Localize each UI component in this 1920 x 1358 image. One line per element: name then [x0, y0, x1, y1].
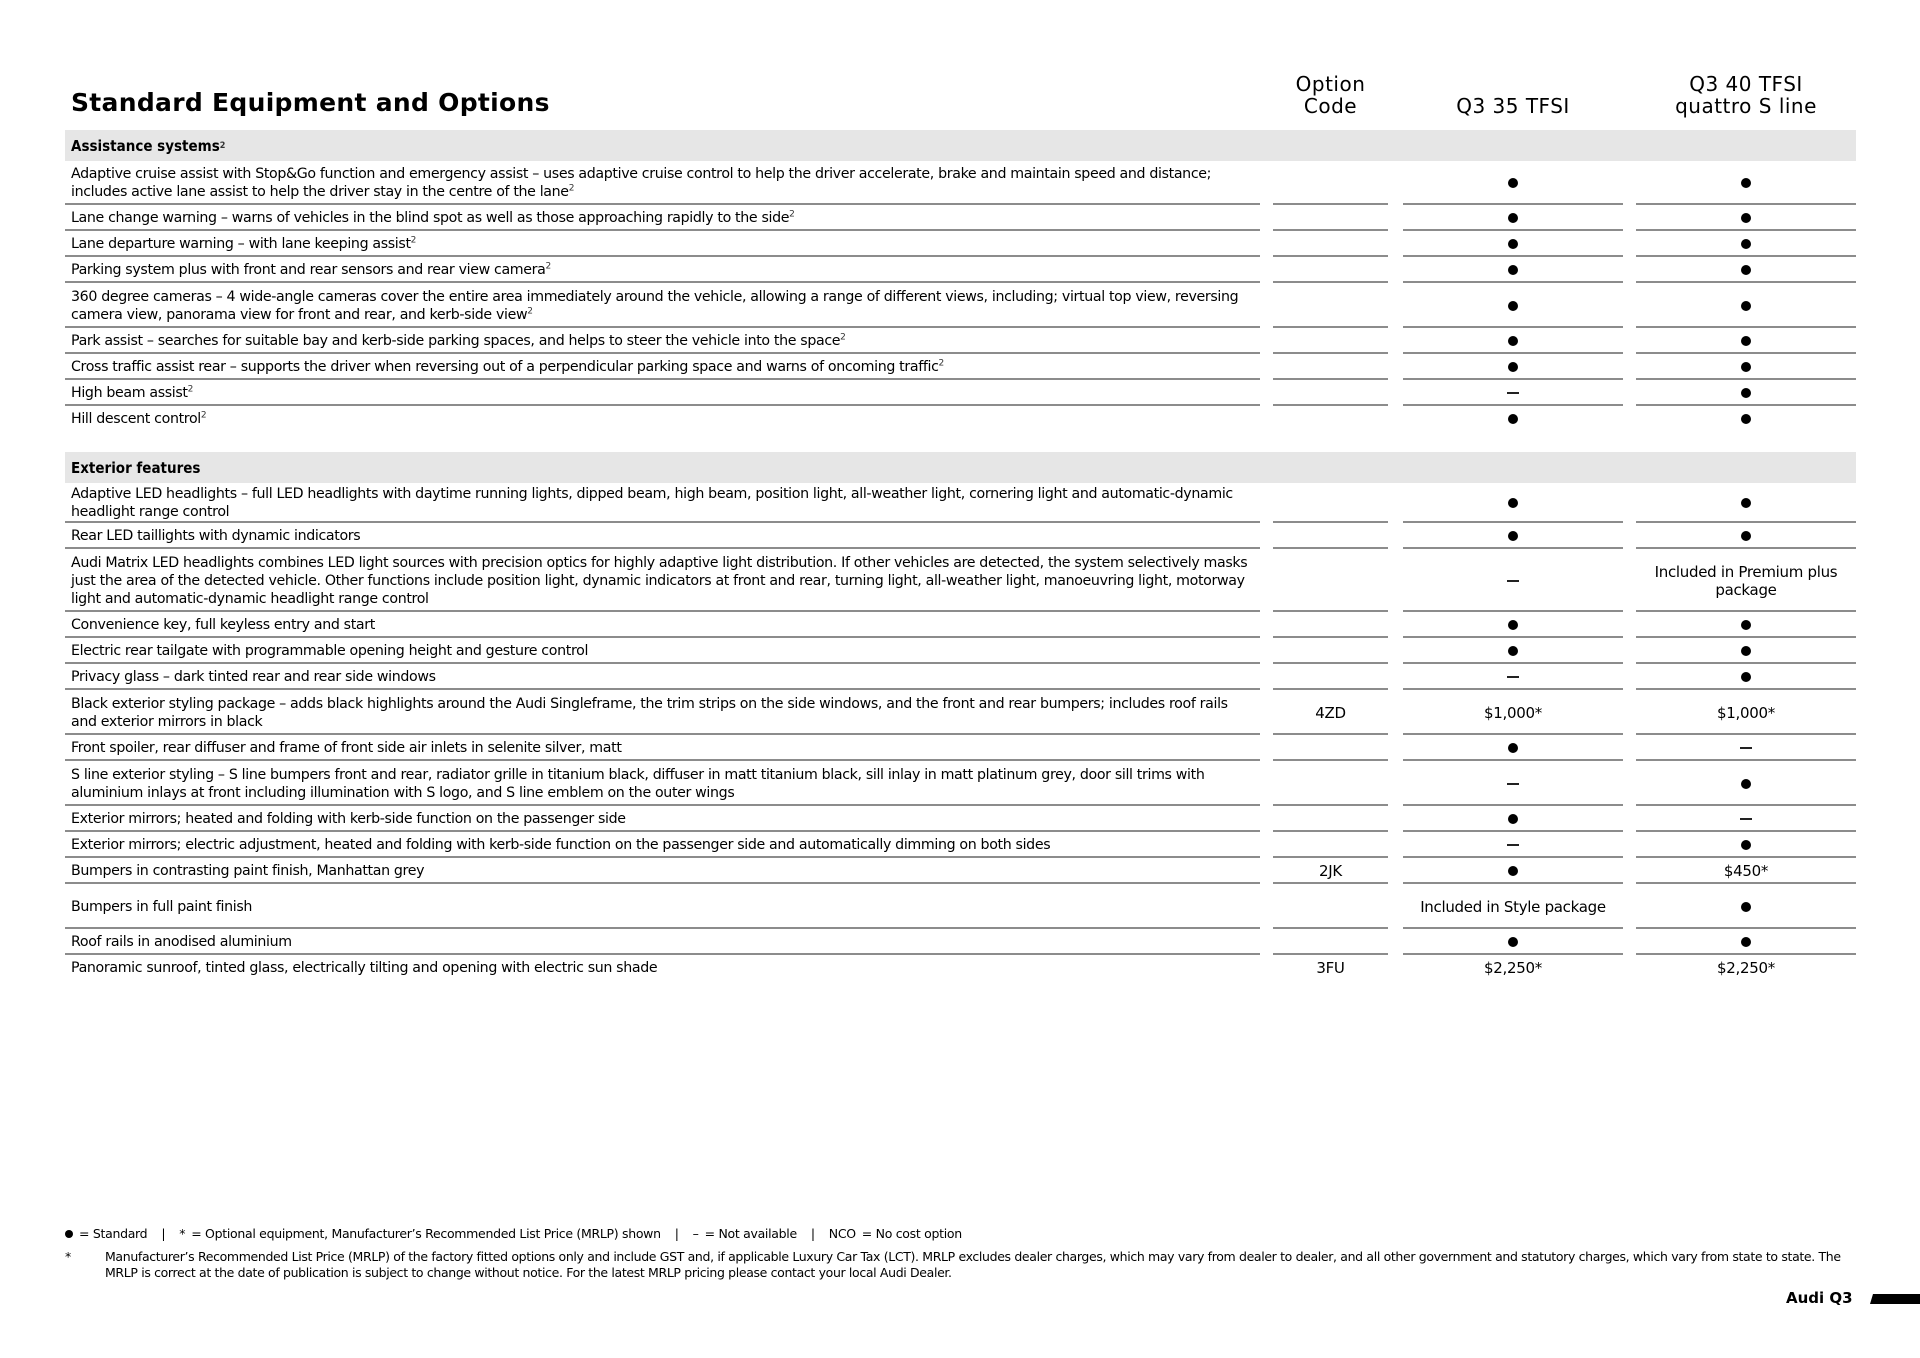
table-row	[65, 283, 1856, 328]
q3-40-tfsi-cell	[1636, 955, 1856, 981]
not-available-dash-icon	[1507, 844, 1519, 846]
feature-description	[65, 664, 1260, 690]
option-code-cell	[1273, 328, 1388, 354]
feature-label: S line exterior styling – S line bumpers front and rear, radiator grille in titanium black, diffuser in matt titanium black, sill inlay in matt platinum grey, door sill trims with aluminium inlays at front including illumination with S logo, and S line emblem on the outer wings	[71, 766, 1205, 801]
feature-label: Front spoiler, rear diffuser and frame of front side air inlets in selenite silver, matt	[71, 740, 622, 756]
section-header	[65, 452, 1856, 483]
standard-dot-icon	[1508, 937, 1518, 947]
table-row	[65, 664, 1856, 690]
feature-description	[65, 205, 1260, 231]
standard-dot-icon	[1508, 301, 1518, 311]
table-row	[65, 328, 1856, 354]
feature-description	[65, 612, 1260, 638]
feature-label: Park assist – searches for suitable bay and kerb-side parking spaces, and helps to steer the vehicle into the space	[71, 333, 841, 349]
standard-dot-icon	[1508, 531, 1518, 541]
feature-label: Convenience key, full keyless entry and start	[71, 617, 375, 633]
feature-description	[65, 735, 1260, 761]
q3-35-tfsi-cell	[1403, 380, 1623, 406]
q3-40-tfsi-cell	[1636, 354, 1856, 380]
feature-text	[71, 554, 1254, 608]
q3-35-tfsi-cell	[1403, 735, 1623, 761]
column-header-line: Option	[1295, 72, 1366, 96]
feature-label: Exterior mirrors; electric adjustment, heated and folding with kerb-side function on the passenger side and automatically dimming on both sides	[71, 837, 1051, 853]
legend-nco: = No cost option	[861, 1226, 962, 1241]
brand-label: Audi Q3	[1786, 1289, 1853, 1307]
feature-text	[71, 836, 1050, 854]
legend-not-available-symbol: –	[692, 1226, 699, 1241]
standard-dot-icon	[1508, 866, 1518, 876]
standard-dot-icon	[1508, 743, 1518, 753]
table-row	[65, 638, 1856, 664]
standard-dot-icon	[1741, 301, 1751, 311]
feature-label: Electric rear tailgate with programmable opening height and gesture control	[71, 643, 589, 659]
table-row	[65, 406, 1856, 432]
footnote-ref: 2	[568, 183, 575, 194]
feature-description	[65, 406, 1260, 432]
feature-label: Hill descent control	[71, 411, 201, 427]
table-row	[65, 161, 1856, 205]
q3-35-tfsi-cell	[1403, 955, 1623, 981]
footnote-ref: 2	[789, 209, 795, 220]
q3-40-tfsi-cell	[1636, 612, 1856, 638]
feature-description	[65, 761, 1260, 806]
standard-dot-icon	[1741, 498, 1751, 508]
q3-40-tfsi-cell	[1636, 328, 1856, 354]
q3-35-tfsi-cell	[1403, 406, 1623, 432]
option-code-cell	[1273, 231, 1388, 257]
column-header-line: quattro S line	[1675, 94, 1817, 118]
q3-40-tfsi-cell	[1636, 664, 1856, 690]
feature-text	[71, 261, 551, 279]
section-title: Exterior features	[71, 458, 201, 477]
brand-bar	[1870, 1294, 1920, 1304]
option-code: 2JK	[1319, 862, 1342, 880]
legend-optional: = Optional equipment, Manufacturer’s Recommended List Price (MRLP) shown	[191, 1226, 661, 1241]
feature-text	[71, 358, 944, 376]
feature-text	[71, 165, 1254, 201]
standard-dot-icon	[1508, 646, 1518, 656]
q3-35-tfsi-cell	[1403, 806, 1623, 832]
feature-text	[71, 332, 846, 350]
footnote-text: Manufacturer’s Recommended List Price (MRLP) of the factory fitted options only and include GST and, if applicable Luxury Car Tax (LCT). MRLP excludes dealer charges, which may vary from dealer to dealer, and all other government and statutory charges, which vary from state to state. The MRLP is correct at the date of publication is subject to change without notice. For the latest MRLP pricing please contact your local Audi Dealer.	[105, 1249, 1841, 1280]
feature-label: High beam assist	[71, 385, 188, 401]
option-code-cell	[1273, 161, 1388, 205]
table-row	[65, 205, 1856, 231]
feature-description	[65, 858, 1260, 884]
table-row	[65, 483, 1856, 523]
table-row	[65, 354, 1856, 380]
q3-40-tfsi-cell	[1636, 929, 1856, 955]
q3-40-tfsi-cell	[1636, 380, 1856, 406]
q3-40-tfsi-cell	[1636, 884, 1856, 929]
standard-dot-icon	[1508, 620, 1518, 630]
feature-description	[65, 257, 1260, 283]
not-available-dash-icon	[1507, 392, 1519, 394]
option-code-cell	[1273, 929, 1388, 955]
standard-dot-icon	[65, 1230, 73, 1238]
legend-optional-symbol: *	[179, 1226, 186, 1241]
option-code-cell	[1273, 483, 1388, 523]
q3-35-tfsi-cell	[1403, 858, 1623, 884]
footnote-symbol: *	[65, 1249, 71, 1264]
table-row	[65, 884, 1856, 929]
q3-40-tfsi-cell	[1636, 406, 1856, 432]
table-row	[65, 257, 1856, 283]
option-code-cell	[1273, 523, 1388, 549]
footnote-ref: 2	[527, 305, 533, 316]
option-code-cell	[1273, 638, 1388, 664]
feature-description	[65, 638, 1260, 664]
feature-label: Bumpers in full paint finish	[71, 898, 252, 915]
standard-dot-icon	[1741, 672, 1751, 682]
feature-description	[65, 832, 1260, 858]
standard-dot-icon	[1741, 902, 1751, 912]
q3-40-tfsi-cell	[1636, 735, 1856, 761]
feature-text	[71, 288, 1254, 324]
q3-35-tfsi-cell	[1403, 257, 1623, 283]
feature-label: Parking system plus with front and rear sensors and rear view camera	[71, 262, 546, 278]
q3-40-tfsi-cell	[1636, 806, 1856, 832]
feature-text	[71, 766, 1254, 802]
feature-description	[65, 328, 1260, 354]
q3-40-tfsi-cell	[1636, 761, 1856, 806]
standard-dot-icon	[1508, 239, 1518, 249]
q3-35-tfsi-cell	[1403, 549, 1623, 612]
q3-35-tfsi-cell	[1403, 638, 1623, 664]
standard-dot-icon	[1741, 239, 1751, 249]
option-value: $2,250*	[1717, 959, 1775, 977]
option-code-cell	[1273, 858, 1388, 884]
feature-text	[71, 739, 622, 757]
table-row	[65, 761, 1856, 806]
q3-35-tfsi-cell	[1403, 328, 1623, 354]
standard-dot-icon	[1741, 779, 1751, 789]
feature-text	[71, 527, 360, 545]
footnote-ref: 2	[938, 358, 944, 369]
q3-35-tfsi-cell	[1403, 231, 1623, 257]
q3-40-tfsi-cell	[1636, 231, 1856, 257]
table-row	[65, 231, 1856, 257]
feature-description	[65, 955, 1260, 981]
table-row	[65, 690, 1856, 735]
option-code-cell	[1273, 664, 1388, 690]
q3-35-tfsi-cell	[1403, 884, 1623, 929]
option-code-cell	[1273, 955, 1388, 981]
feature-label: Exterior mirrors; heated and folding with kerb-side function on the passenger side	[71, 811, 626, 827]
q3-35-tfsi-cell	[1403, 205, 1623, 231]
q3-40-tfsi-cell	[1636, 161, 1856, 205]
feature-label: Audi Matrix LED headlights combines LED light sources with precision optics for highly adaptive light distribution. If other vehicles are detected, the system selectively masks just the area of the detected vehicle. Other functions include position light, dynamic indicators at front and rear, turning light, all-weather light, manoeuvring light, motorway light and automatic-dynamic headlight range control	[71, 554, 1248, 607]
q3-35-tfsi-cell	[1403, 523, 1623, 549]
q3-40-tfsi-cell	[1636, 690, 1856, 735]
option-code-cell	[1273, 354, 1388, 380]
standard-dot-icon	[1508, 178, 1518, 188]
table-row	[65, 929, 1856, 955]
q3-35-tfsi-cell	[1403, 761, 1623, 806]
feature-description	[65, 483, 1260, 523]
not-available-dash-icon	[1507, 580, 1519, 582]
feature-text	[71, 898, 252, 916]
not-available-dash-icon	[1740, 747, 1752, 749]
q3-35-tfsi-cell	[1403, 690, 1623, 735]
standard-dot-icon	[1741, 840, 1751, 850]
legend-separator: |	[674, 1226, 679, 1241]
column-header-q3-40-tfsi	[1636, 73, 1856, 117]
standard-dot-icon	[1508, 814, 1518, 824]
feature-description	[65, 549, 1260, 612]
feature-text	[71, 485, 1254, 521]
q3-40-tfsi-cell	[1636, 638, 1856, 664]
standard-dot-icon	[1741, 937, 1751, 947]
feature-label: Lane change warning – warns of vehicles in the blind spot as well as those approaching rapidly to the side	[71, 210, 790, 226]
option-value: $450*	[1723, 862, 1769, 880]
q3-35-tfsi-cell	[1403, 483, 1623, 523]
legend-nco-symbol: NCO	[828, 1226, 856, 1241]
feature-text	[71, 862, 424, 880]
q3-35-tfsi-cell	[1403, 832, 1623, 858]
legend-not-available: = Not available	[704, 1226, 797, 1241]
feature-label: Black exterior styling package – adds black highlights around the Audi Singleframe, the trim strips on the side windows, and the front and rear bumpers; includes roof rails and exterior mirrors in black	[71, 695, 1228, 730]
standard-dot-icon	[1741, 213, 1751, 223]
option-code-cell	[1273, 884, 1388, 929]
feature-text	[71, 642, 588, 660]
legend-standard: = Standard	[79, 1226, 148, 1241]
q3-35-tfsi-cell	[1403, 354, 1623, 380]
standard-dot-icon	[1508, 414, 1518, 424]
standard-dot-icon	[1741, 362, 1751, 372]
standard-dot-icon	[1508, 498, 1518, 508]
feature-text	[71, 668, 436, 686]
feature-label: Cross traffic assist rear – supports the driver when reversing out of a perpendicular parking space and warns of oncoming traffic	[71, 359, 939, 375]
column-header-line: Code	[1303, 94, 1358, 118]
option-value: $1,000*	[1484, 703, 1542, 722]
section-title: Assistance systems	[71, 136, 220, 155]
footnote	[65, 1249, 1865, 1281]
q3-40-tfsi-cell	[1636, 858, 1856, 884]
feature-description	[65, 283, 1260, 328]
column-header-line: Q3 35 TFSI	[1456, 94, 1570, 118]
feature-text	[71, 616, 375, 634]
feature-text	[71, 235, 416, 253]
standard-dot-icon	[1508, 213, 1518, 223]
feature-text	[71, 810, 626, 828]
option-code-cell	[1273, 205, 1388, 231]
feature-text	[71, 410, 206, 428]
not-available-dash-icon	[1740, 818, 1752, 820]
feature-description	[65, 806, 1260, 832]
feature-description	[65, 884, 1260, 929]
q3-35-tfsi-cell	[1403, 283, 1623, 328]
q3-35-tfsi-cell	[1403, 612, 1623, 638]
not-available-dash-icon	[1507, 783, 1519, 785]
column-header-option-code	[1273, 73, 1388, 117]
option-code-cell	[1273, 406, 1388, 432]
table-row	[65, 858, 1856, 884]
not-available-dash-icon	[1507, 676, 1519, 678]
table-row	[65, 380, 1856, 406]
section-gap	[65, 432, 1856, 452]
equipment-table	[65, 130, 1856, 981]
option-code-cell	[1273, 283, 1388, 328]
standard-dot-icon	[1741, 620, 1751, 630]
feature-description	[65, 161, 1260, 205]
footnote-ref: 2	[200, 410, 207, 421]
feature-label: Adaptive LED headlights – full LED headlights with daytime running lights, dipped beam, high beam, position light, all-weather light, cornering light and automatic-dynamic headlight range control	[71, 486, 1233, 520]
standard-dot-icon	[1741, 414, 1751, 424]
feature-label: Rear LED taillights with dynamic indicators	[71, 528, 361, 544]
q3-40-tfsi-cell	[1636, 483, 1856, 523]
q3-40-tfsi-cell	[1636, 257, 1856, 283]
q3-40-tfsi-cell	[1636, 283, 1856, 328]
table-row	[65, 612, 1856, 638]
feature-description	[65, 929, 1260, 955]
option-value: $1,000*	[1717, 703, 1775, 722]
feature-text	[71, 384, 193, 402]
option-value: Included in Style package	[1420, 897, 1606, 916]
legend-separator: |	[161, 1226, 166, 1241]
table-row	[65, 806, 1856, 832]
feature-label: Bumpers in contrasting paint finish, Manhattan grey	[71, 863, 425, 879]
standard-dot-icon	[1741, 265, 1751, 275]
option-code: 4ZD	[1315, 703, 1346, 722]
standard-dot-icon	[1741, 178, 1751, 188]
q3-40-tfsi-cell	[1636, 205, 1856, 231]
option-code: 3FU	[1316, 959, 1345, 977]
feature-description	[65, 690, 1260, 735]
feature-label: Panoramic sunroof, tinted glass, electrically tilting and opening with electric sun shade	[71, 960, 658, 976]
feature-description	[65, 523, 1260, 549]
option-value: $2,250*	[1484, 959, 1542, 977]
option-code-cell	[1273, 806, 1388, 832]
column-header-q3-35-tfsi	[1403, 95, 1623, 117]
feature-description	[65, 231, 1260, 257]
table-row	[65, 955, 1856, 981]
q3-35-tfsi-cell	[1403, 929, 1623, 955]
legend-separator: |	[810, 1226, 815, 1241]
section-header: Assistance systems 2	[65, 130, 1856, 161]
standard-dot-icon	[1741, 646, 1751, 656]
option-code-cell	[1273, 832, 1388, 858]
q3-35-tfsi-cell	[1403, 161, 1623, 205]
q3-40-tfsi-cell	[1636, 832, 1856, 858]
footnote-ref: 2	[840, 332, 846, 343]
feature-text	[71, 209, 795, 227]
standard-dot-icon	[1741, 531, 1751, 541]
footnote-ref: 2	[410, 235, 417, 246]
option-code-cell	[1273, 380, 1388, 406]
standard-dot-icon	[1508, 336, 1518, 346]
q3-40-tfsi-cell	[1636, 523, 1856, 549]
feature-text	[71, 695, 1254, 731]
table-row	[65, 832, 1856, 858]
standard-dot-icon	[1741, 336, 1751, 346]
feature-text	[71, 933, 292, 951]
option-code-cell	[1273, 612, 1388, 638]
feature-text	[71, 959, 657, 977]
feature-label: 360 degree cameras – 4 wide-angle cameras cover the entire area immediately around the vehicle, allowing a range of different views, including; virtual top view, reversing camera view, panorama view for front and rear, and kerb-side view	[71, 288, 1239, 323]
standard-dot-icon	[1508, 265, 1518, 275]
option-value: Included in Premium plus package	[1654, 562, 1838, 599]
feature-label: Lane departure warning – with lane keeping assist	[71, 236, 411, 252]
feature-label: Privacy glass – dark tinted rear and rear side windows	[71, 669, 436, 685]
q3-40-tfsi-cell	[1636, 549, 1856, 612]
legend	[65, 1226, 962, 1241]
option-code-cell	[1273, 761, 1388, 806]
footnote-ref: 2	[545, 261, 551, 272]
option-code-cell	[1273, 549, 1388, 612]
feature-label: Roof rails in anodised aluminium	[71, 934, 292, 950]
footnote-ref: 2	[187, 384, 194, 395]
table-row	[65, 735, 1856, 761]
option-code-cell	[1273, 690, 1388, 735]
feature-description	[65, 380, 1260, 406]
option-code-cell	[1273, 735, 1388, 761]
column-header-line: Q3 40 TFSI	[1689, 72, 1803, 96]
feature-label: Adaptive cruise assist with Stop&Go function and emergency assist – uses adaptive cruise control to help the driver accelerate, brake and maintain speed and distance; includes active lane assist to help the driver stay in the centre of the lane	[71, 166, 1212, 200]
page-title: Standard Equipment and Options	[71, 88, 550, 117]
table-row	[65, 549, 1856, 612]
standard-dot-icon	[1508, 362, 1518, 372]
standard-dot-icon	[1741, 388, 1751, 398]
q3-35-tfsi-cell	[1403, 664, 1623, 690]
feature-description	[65, 354, 1260, 380]
option-code-cell	[1273, 257, 1388, 283]
table-row	[65, 523, 1856, 549]
